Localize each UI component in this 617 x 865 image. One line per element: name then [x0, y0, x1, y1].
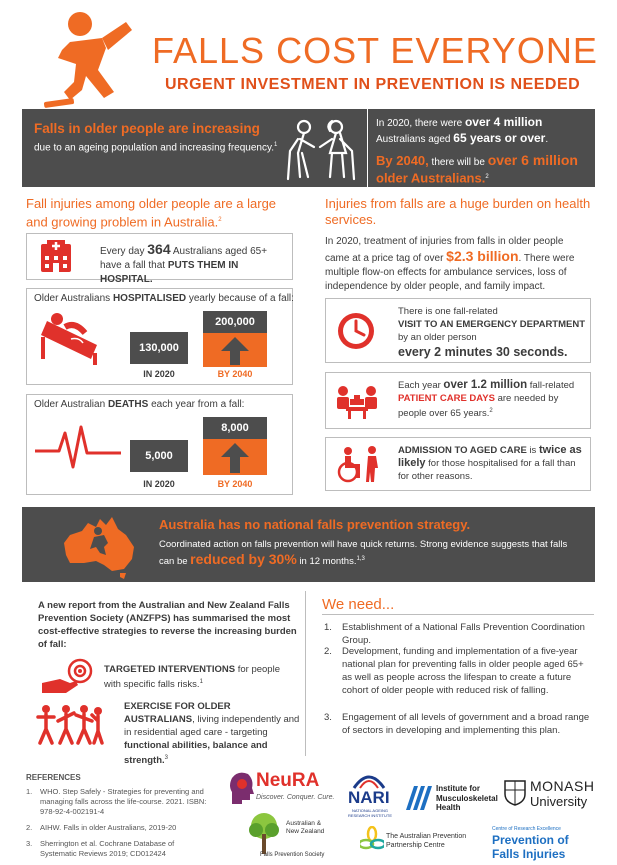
- care-days-box: [325, 372, 591, 429]
- hosp-2040-label: BY 2040: [217, 369, 253, 379]
- population-stats: In 2020, there were over 4 million Australians aged 65 years or over. By 2040, there will be over 6 million older Australians.$^2$: [376, 115, 578, 186]
- report-panel: [26, 591, 306, 767]
- deaths-label: Older Australian DEATHS each year from a fall:: [34, 399, 245, 410]
- section1-heading: Fall injuries among older people are a large and growing problem in Australia.$^2$: [26, 196, 277, 230]
- neura-logo: NeuRA Discover. Conquer. Cure.: [228, 770, 338, 810]
- patients-icon: [334, 385, 380, 419]
- need-item: 3. Engagement of all levels of government and a broad range of sectors in developing and implementing this plan.: [324, 712, 590, 736]
- hospitalised-label: Older Australians HOSPITALISED yearly because of a fall:: [34, 293, 294, 304]
- clock-icon: [336, 311, 376, 351]
- deaths-box: [26, 394, 293, 495]
- strategy-text: Coordinated action on falls prevention will have quick returns. Strong evidence suggests that falls can be reduced by 30% in 12 months.$^{1,3}$: [159, 539, 568, 568]
- wheelchair-icon: [334, 446, 382, 484]
- hospital-icon: [39, 240, 73, 274]
- imh-logo: Institute for Musculoskeletal Health: [406, 782, 496, 818]
- emergency-text: There is one fall-related VISIT TO AN EMERGENCY DEPARTMENT by an older person every 2 minutes 30 seconds.: [398, 306, 586, 359]
- tree-icon: [246, 812, 282, 856]
- elderly-couple-icon: [280, 117, 364, 181]
- reference-item: 3. Sherrington et al. Cochrane Database of Systematic Reviews 2019; CD012424: [26, 839, 175, 858]
- exercise-text: EXERCISE FOR OLDER AUSTRALIANS, living independently and in residential aged care - targeting functional abilities, balance and strength.$^3$: [124, 701, 300, 767]
- aged-care-box: [325, 437, 591, 491]
- deaths-2040-value: 8,000: [203, 417, 267, 439]
- monash-logo: MONASH University: [504, 778, 614, 818]
- hospital-bed-icon: [41, 311, 103, 367]
- page-title: FALLS COST EVERYONE: [152, 30, 598, 71]
- band1-text: due to an ageing population and increasing frequency.$^1$: [34, 142, 278, 154]
- ageing-population-band: [22, 109, 595, 187]
- hosp-2020-label: IN 2020: [143, 369, 175, 379]
- targeting-hand-icon: [40, 657, 100, 697]
- falling-person-icon: [40, 8, 140, 108]
- anzfps-logo: Australian & New Zealand Falls Prevention Society: [246, 812, 346, 860]
- up-arrow-icon: [203, 439, 267, 475]
- cost-paragraph: In 2020, treatment of injuries from falls in older people came at a price tag of over $2.3 billion. There were multiple flow-on effects for ambulance services, loss of independence by older people, and family impact.: [325, 236, 575, 292]
- deaths-2020-label: IN 2020: [143, 479, 175, 489]
- references: [26, 773, 211, 862]
- australia-map-icon: [60, 513, 140, 579]
- references-heading: REFERENCES: [26, 773, 81, 782]
- page-subtitle: URGENT INVESTMENT IN PREVENTION IS NEEDED: [165, 76, 581, 93]
- nari-logo: NARI NATIONAL AGEING RESEARCH INSTITUTE: [344, 770, 396, 824]
- deaths-2020-value: 5,000: [130, 440, 188, 472]
- we-need-divider: [322, 614, 594, 615]
- report-lead: A new report from the Australian and New Zealand Falls Prevention Society (ANZFPS) has summarised the most cost-effective strategies to reverse the increasing burden of fall:: [38, 600, 297, 650]
- deaths-2040-label: BY 2040: [217, 479, 253, 489]
- flower-icon: [360, 826, 384, 854]
- we-need-heading: We need...: [322, 596, 395, 613]
- band1-divider: [367, 109, 368, 187]
- strategy-title: Australia has no national falls prevention strategy.: [159, 517, 471, 532]
- emergency-visit-box: [325, 298, 591, 363]
- daily-hospital-box: [26, 233, 293, 285]
- reference-item: 1. WHO. Step Safely - Strategies for preventing and managing falls across the life-course. 2021. ISBN: 978-92-4-002191-4: [26, 787, 207, 816]
- head-icon: [228, 770, 254, 806]
- reference-item: 2. AIHW. Falls in older Australians, 2019-20: [26, 823, 177, 832]
- aged-care-text: ADMISSION TO AGED CARE is twice as likely for those hospitalised for a fall than for other reasons.: [398, 444, 582, 482]
- section2-heading: Injuries from falls are a huge burden on health services.: [325, 196, 591, 227]
- apc-logo: The Australian Prevention Partnership Centre: [360, 826, 480, 858]
- band1-title: Falls in older people are increasing: [34, 121, 260, 136]
- hosp-2040-value: 200,000: [203, 311, 267, 333]
- pofi-logo: Centre of Research Excellence Prevention of Falls Injuries: [492, 826, 569, 861]
- hospitalised-box: [26, 288, 293, 385]
- arc-icon: [352, 770, 386, 790]
- heartbeat-icon: [35, 423, 121, 471]
- daily-hospital-text: Every day 364 Australians aged 65+ have a fall that PUTS THEM IN HOSPITAL.: [100, 241, 268, 285]
- strategy-band: [22, 507, 595, 582]
- stripes-icon: [406, 786, 432, 810]
- shield-icon: [504, 780, 526, 806]
- need-item: 1. Establishment of a National Falls Prevention Coordination Group.: [324, 622, 585, 646]
- exercise-people-icon: [36, 703, 104, 745]
- need-item: 2. Development, funding and implementation of a five-year national plan for preventing falls in older people aged 65+ as well as people across the lifespan to create a future cohort of older people with reduced risk of falling.: [324, 646, 584, 696]
- hosp-2020-value: 130,000: [130, 332, 188, 364]
- up-arrow-icon: [203, 333, 267, 367]
- care-days-text: Each year over 1.2 million fall-related PATIENT CARE DAYS are needed by people over 65 years.$^2$: [398, 379, 575, 420]
- targeted-interventions-text: TARGETED INTERVENTIONS for people with specific falls risks.$^1$: [104, 664, 280, 691]
